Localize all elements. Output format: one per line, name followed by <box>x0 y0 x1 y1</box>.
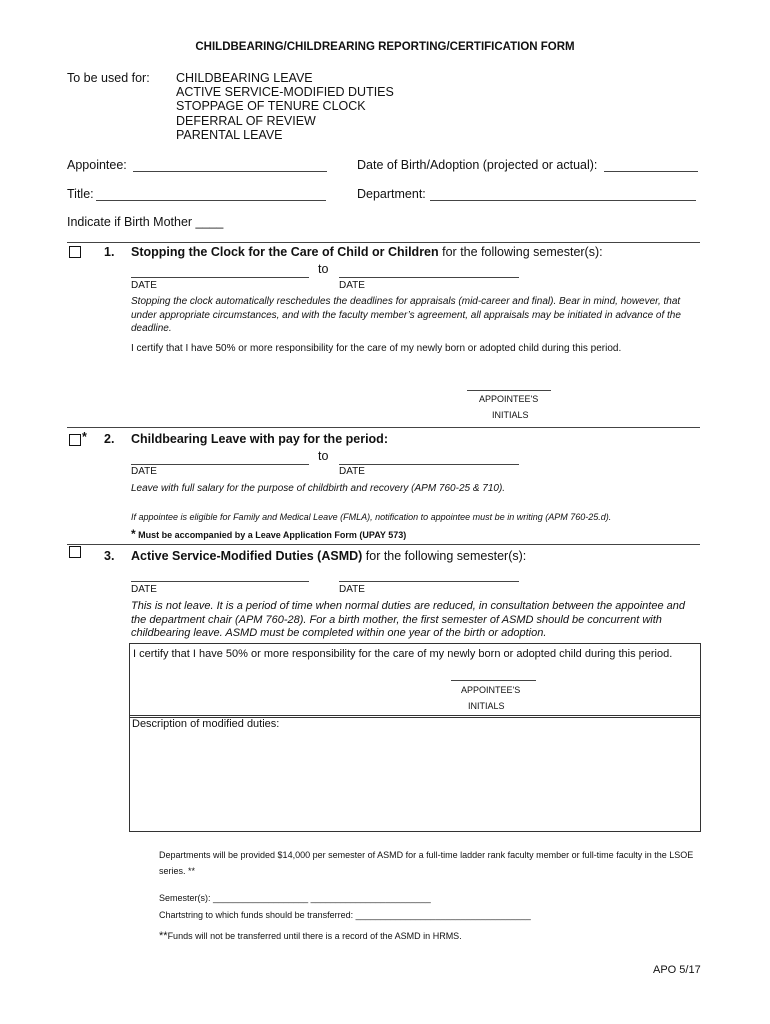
section-divider <box>67 544 700 545</box>
section2-star: * <box>82 430 87 444</box>
section3-number: 3. <box>104 549 115 563</box>
initials-label: APPOINTEE'S <box>461 685 521 695</box>
section1-date-label: DATE <box>131 280 157 291</box>
section2-note: Leave with full salary for the purpose of childbirth and recovery (APM 760-25 & 710). <box>131 483 506 494</box>
appointee-label: Appointee: <box>67 158 127 172</box>
section1-checkbox[interactable] <box>69 246 81 258</box>
section2-number: 2. <box>104 432 115 446</box>
use-item: STOPPAGE OF TENURE CLOCK <box>176 99 366 113</box>
use-item: DEFERRAL OF REVIEW <box>176 114 316 128</box>
section3-checkbox[interactable] <box>69 546 81 558</box>
chartstring-field[interactable]: Chartstring to which funds should be transferred: ___________________________________ <box>159 910 531 920</box>
dob-field[interactable] <box>604 171 698 172</box>
dob-label: Date of Birth/Adoption (projected or actual): <box>357 158 598 172</box>
use-item: PARENTAL LEAVE <box>176 128 283 142</box>
footnote-text: Funds will not be transferred until there is a record of the ASMD in HRMS. <box>167 931 462 941</box>
section3-date-label: DATE <box>339 584 365 595</box>
department-label: Department: <box>357 187 426 201</box>
section3-heading-rest: for the following semester(s): <box>362 549 527 563</box>
title-field[interactable] <box>96 200 326 201</box>
upay-note <box>131 527 406 541</box>
section1-date-label: DATE <box>339 280 365 291</box>
section1-end-date-field[interactable] <box>339 277 519 278</box>
form-title: CHILDBEARING/CHILDREARING REPORTING/CERTIFICATION FORM <box>195 41 575 53</box>
semesters-field[interactable]: Semester(s): ___________________ ________________________ <box>159 893 431 903</box>
section3-date-label: DATE <box>131 584 157 595</box>
upay-text: Must be accompanied by a Leave Application Form (UPAY 573) <box>135 530 407 540</box>
footnote-marker: ** <box>159 930 168 942</box>
section2-date-label: DATE <box>131 466 157 477</box>
use-label: To be used for: <box>67 71 150 85</box>
section2-date-label: DATE <box>339 466 365 477</box>
section-divider <box>67 427 700 428</box>
form-code: APO 5/17 <box>653 964 701 976</box>
section2-end-date-field[interactable] <box>339 464 519 465</box>
initials-label: INITIALS <box>468 701 505 711</box>
modified-duties-label: Description of modified duties: <box>132 718 280 730</box>
initials-label: APPOINTEE'S <box>479 394 539 404</box>
funding-text: Departments will be provided $14,000 per semester of ASMD for a full-time ladder rank faculty member or full-time faculty in the LSOE series. ** <box>159 850 694 876</box>
use-item: CHILDBEARING LEAVE <box>176 71 313 85</box>
section2-to: to <box>318 449 329 463</box>
fmla-note: If appointee is eligible for Family and Medical Leave (FMLA), notification to appointee must be in writing (APM 760-25.d). <box>131 512 612 522</box>
title-label: Title: <box>67 187 94 201</box>
section2-checkbox[interactable] <box>69 434 81 446</box>
section3-heading <box>131 549 526 563</box>
section1-number: 1. <box>104 245 115 259</box>
section3-initials-field[interactable] <box>451 680 536 681</box>
section3-note: This is not leave. It is a period of time when normal duties are reduced, in consultation between the appointee and the department chair (APM 760-28). For a birth mother, the first semester of ASMD should be concurrent with childbearing leave. ASMD must be completed within one year of the birth or adoption. <box>131 600 686 639</box>
section1-heading-rest: for the following semester(s): <box>438 245 603 259</box>
upay-star: * <box>131 527 136 541</box>
funds-footnote <box>159 930 462 942</box>
section1-note: Stopping the clock automatically reschedules the deadlines for appraisals (mid-career and final). Bear in mind, however, that under appropriate circumstances, and with the faculty member’s agreement, all appraisals may be initiated in advance of the deadline. <box>131 296 681 334</box>
section3-start-date-field[interactable] <box>131 581 309 582</box>
section1-to: to <box>318 262 329 276</box>
department-field[interactable] <box>430 200 696 201</box>
section1-start-date-field[interactable] <box>131 277 309 278</box>
section1-heading-bold: Stopping the Clock for the Care of Child or Children <box>131 245 439 259</box>
section3-end-date-field[interactable] <box>339 581 519 582</box>
appointee-field[interactable] <box>133 171 327 172</box>
modified-duties-box[interactable] <box>129 715 701 832</box>
section3-heading-bold: Active Service-Modified Duties (ASMD) <box>131 549 363 563</box>
section1-initials-field[interactable] <box>467 390 551 391</box>
section1-heading <box>131 245 603 259</box>
use-item: ACTIVE SERVICE-MODIFIED DUTIES <box>176 85 394 99</box>
birth-mother-field[interactable]: Indicate if Birth Mother ____ <box>67 215 224 229</box>
section2-heading: Childbearing Leave with pay for the period: <box>131 432 388 446</box>
section2-start-date-field[interactable] <box>131 464 309 465</box>
initials-label: INITIALS <box>492 410 529 420</box>
section-divider <box>67 242 700 243</box>
section1-certify: I certify that I have 50% or more responsibility for the care of my newly born or adopted child during this period. <box>131 343 622 354</box>
section3-certify: I certify that I have 50% or more responsibility for the care of my newly born or adopted child during this period. <box>133 648 673 660</box>
